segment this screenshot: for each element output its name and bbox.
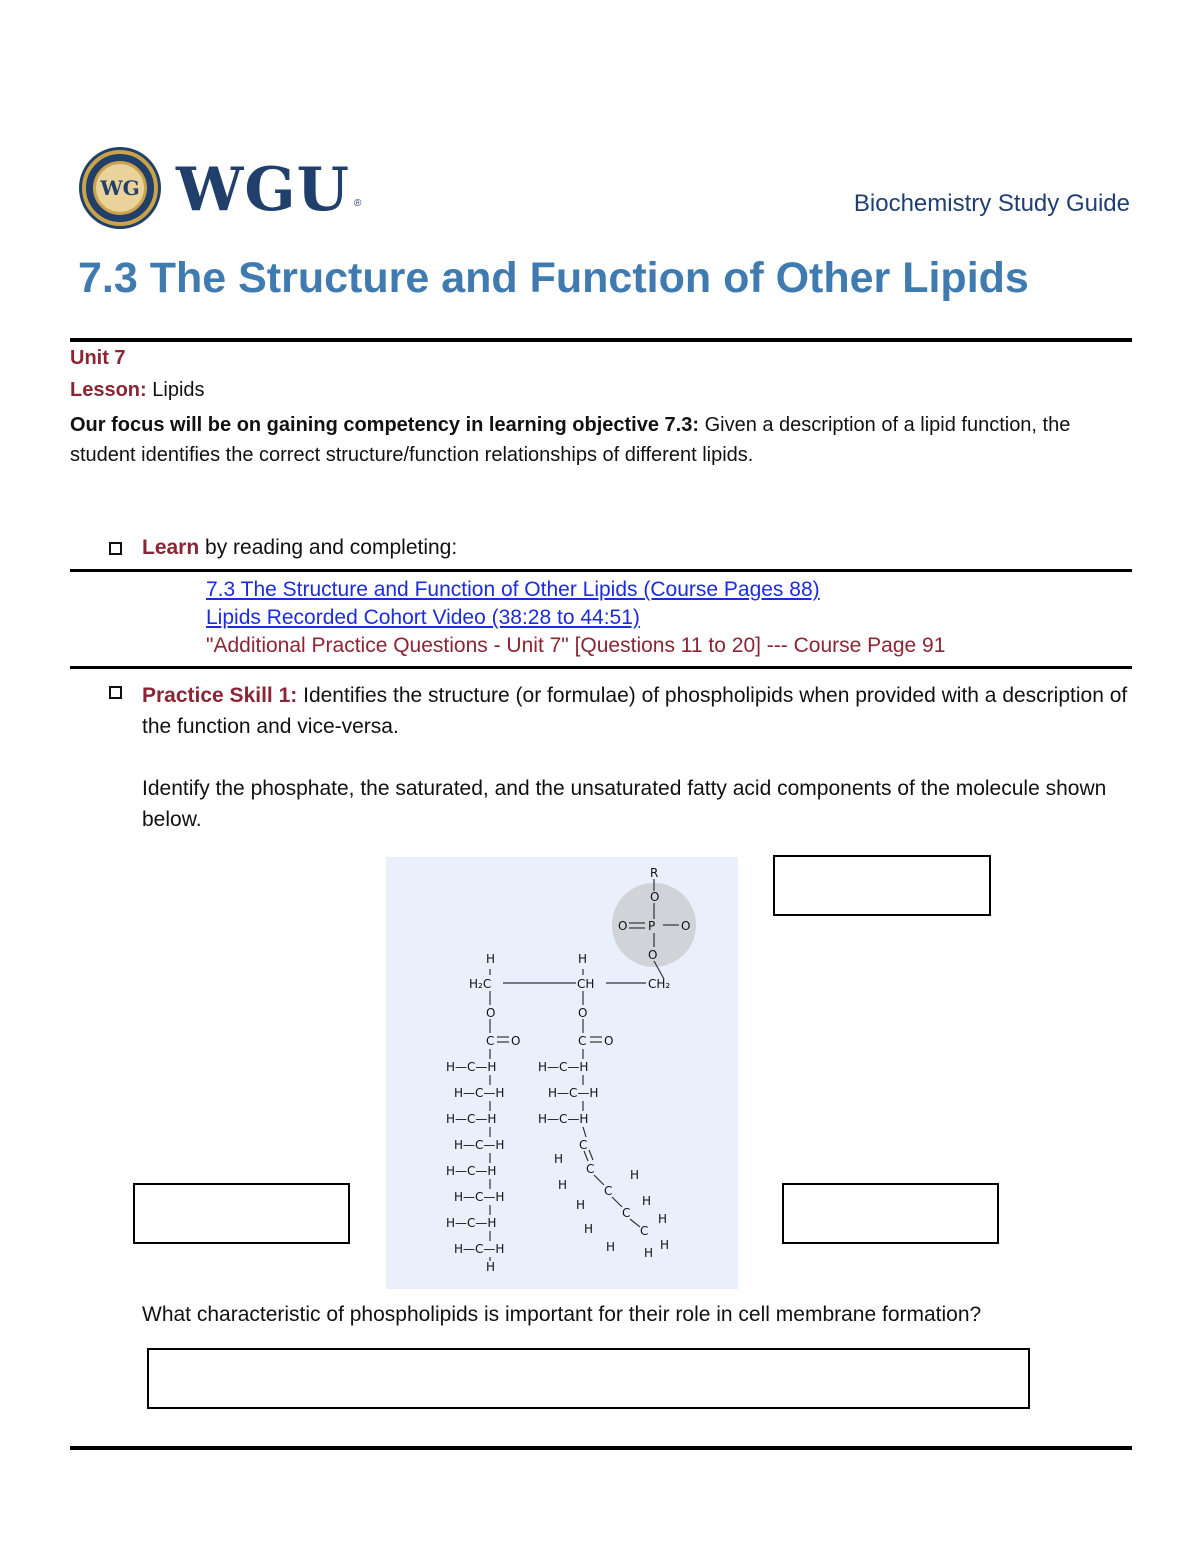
- svg-text:C: C: [640, 1224, 649, 1238]
- practice-skill: [142, 680, 1132, 742]
- divider: [70, 666, 1132, 669]
- lesson-label: Lesson:: [70, 379, 147, 401]
- learn-text: by reading and completing:: [205, 536, 458, 559]
- svg-text:O: O: [618, 919, 628, 933]
- svg-text:WG: WG: [100, 176, 140, 200]
- svg-text:O: O: [681, 919, 691, 933]
- lesson-line: [70, 379, 205, 402]
- membrane-answer-box[interactable]: [147, 1348, 1030, 1409]
- page-title: 7.3 The Structure and Function of Other Lipids: [78, 254, 1029, 302]
- svg-text:H: H: [660, 1238, 670, 1252]
- svg-text:CH: CH: [577, 977, 595, 991]
- svg-text:H: H: [642, 1194, 652, 1208]
- svg-text:H: H: [576, 1198, 586, 1212]
- learn-checkbox[interactable]: [109, 542, 122, 555]
- svg-text:C: C: [586, 1162, 595, 1176]
- practice-label: Practice Skill 1:: [142, 684, 298, 707]
- membrane-question: What characteristic of phospholipids is important for their role in cell membrane formation?: [142, 1303, 982, 1326]
- objective-text: Given a description of a lipid function, the student identifies the correct structure/function relationships of different lipids.: [70, 414, 1071, 466]
- lesson-value: Lipids: [152, 379, 205, 401]
- phosphate-answer-box[interactable]: [773, 855, 991, 916]
- svg-text:H—C—H: H—C—H: [454, 1242, 505, 1256]
- svg-text:H: H: [578, 952, 588, 966]
- svg-text:H: H: [658, 1212, 668, 1226]
- svg-text:O: O: [604, 1034, 614, 1048]
- study-guide-label: Biochemistry Study Guide: [853, 190, 1130, 217]
- university-seal-icon: [78, 146, 162, 230]
- svg-text:C: C: [579, 1138, 588, 1152]
- svg-text:C: C: [604, 1184, 613, 1198]
- unit-label: Unit 7: [70, 347, 126, 369]
- divider: [70, 338, 1132, 342]
- svg-text:H₂C: H₂C: [469, 977, 492, 991]
- svg-text:H—C—H: H—C—H: [454, 1138, 505, 1152]
- registered-mark: ®: [354, 198, 362, 209]
- learn-row: [142, 536, 457, 560]
- svg-text:O: O: [578, 1006, 588, 1020]
- svg-text:H—C—H: H—C—H: [538, 1060, 589, 1074]
- svg-text:H—C—H: H—C—H: [446, 1112, 497, 1126]
- svg-text:C: C: [578, 1034, 587, 1048]
- svg-text:H—C—H: H—C—H: [454, 1086, 505, 1100]
- svg-text:O: O: [650, 890, 660, 904]
- divider: [70, 569, 1132, 572]
- learning-objective: [70, 410, 1130, 470]
- svg-text:H—C—H: H—C—H: [548, 1086, 599, 1100]
- wgu-logo: [78, 150, 378, 230]
- objective-label: Our focus will be on gaining competency in learning objective 7.3:: [70, 414, 700, 436]
- resource-links: [206, 576, 945, 660]
- practice-text: Identifies the structure (or formulae) of phospholipids when provided with a description of the function and vice-versa.: [142, 684, 1128, 738]
- svg-text:H—C—H: H—C—H: [446, 1216, 497, 1230]
- unsaturated-answer-box[interactable]: [782, 1183, 999, 1244]
- svg-text:O: O: [648, 948, 658, 962]
- svg-text:H—C—H: H—C—H: [454, 1190, 505, 1204]
- practice-checkbox[interactable]: [109, 686, 122, 699]
- svg-text:H: H: [486, 1260, 496, 1274]
- svg-text:CH₂: CH₂: [648, 977, 671, 991]
- course-pages-link[interactable]: 7.3 The Structure and Function of Other Lipids (Course Pages 88): [206, 578, 820, 601]
- svg-text:H—C—H: H—C—H: [446, 1060, 497, 1074]
- saturated-answer-box[interactable]: [133, 1183, 350, 1244]
- svg-text:H: H: [630, 1168, 640, 1182]
- svg-text:H: H: [644, 1246, 654, 1260]
- svg-text:H—C—H: H—C—H: [446, 1164, 497, 1178]
- svg-text:O: O: [486, 1006, 496, 1020]
- svg-text:C: C: [622, 1206, 631, 1220]
- svg-text:C: C: [486, 1034, 495, 1048]
- additional-practice-text: "Additional Practice Questions - Unit 7" [Questions 11 to 20] --- Course Page 91: [206, 634, 946, 657]
- identify-instructions: Identify the phosphate, the saturated, and the unsaturated fatty acid components of the molecule shown below.: [142, 777, 1107, 831]
- svg-text:P: P: [648, 919, 656, 933]
- divider: [70, 1446, 1132, 1450]
- wgu-wordmark: WGU: [176, 155, 350, 225]
- svg-text:H: H: [554, 1152, 564, 1166]
- svg-text:H: H: [584, 1222, 594, 1236]
- svg-text:O: O: [511, 1034, 521, 1048]
- learn-label: Learn: [142, 536, 200, 559]
- phospholipid-diagram: [386, 857, 738, 1289]
- svg-text:H: H: [558, 1178, 568, 1192]
- svg-text:H: H: [486, 952, 496, 966]
- svg-text:H—C—H: H—C—H: [538, 1112, 589, 1126]
- cohort-video-link[interactable]: Lipids Recorded Cohort Video (38:28 to 44:51): [206, 606, 640, 629]
- svg-text:R: R: [650, 866, 659, 880]
- svg-text:H: H: [606, 1240, 616, 1254]
